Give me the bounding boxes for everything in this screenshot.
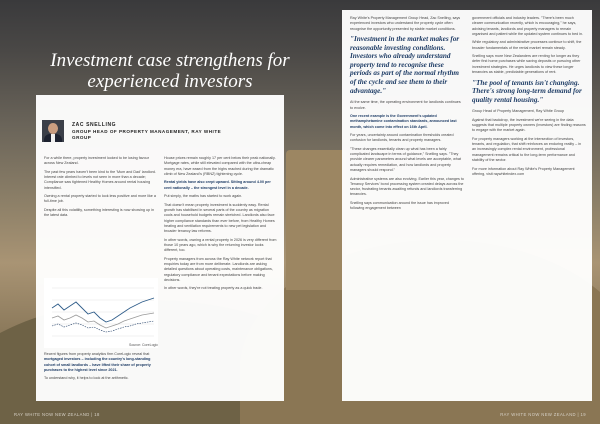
- avatar: [42, 120, 64, 142]
- highlighted-phrase: mortgaged investors – including the country's long-standing cohort of small landlords – have lifted their share of property purchases to the highest level since 2021.: [44, 357, 151, 372]
- paragraph: Ray White's Property Management Group Head, Zac Snelling, says experienced investors who understand the property cycle often recognise the opportunity presented by stable market conditions.: [350, 16, 461, 31]
- paragraph: In other words, they're not treating property as a quick trade.: [164, 286, 263, 291]
- paragraph: Administrative systems are also evolving. Earlier this year, changes to Tenancy Services' bond processing system created delays across the sector, frustrating tenants awaiting refunds and landlords transferring tenancies.: [350, 176, 464, 197]
- text-column-3: [350, 16, 464, 215]
- paragraph: To understand why, it helps to look at the arithmetic.: [44, 376, 129, 381]
- paragraph: For property managers working at the intersection of investors, tenants, and regulation, that shift reinforces an enduring reality – in an increasingly complex rental environment, professional management remains critical to the long-term performance and stability of the sector.: [472, 136, 582, 163]
- author-name: ZAC SNELLING: [72, 122, 117, 128]
- paragraph: House prices remain roughly 17 per cent below their peak nationally. Mortgage rates, while still elevated compared with the ultra-cheap money era, have eased from the highs reached during the dramatic climb of New Zealand's (RBNZ) tightening cycle.: [164, 156, 276, 176]
- paragraph: Against that backdrop, the investment we're seeing in the data suggests that multiple property owners (investors) are finding reasons to engage with the market again.: [472, 117, 586, 133]
- chart-source-label: Source: CoreLogic: [129, 343, 158, 347]
- investor-share-chart: [44, 278, 158, 348]
- footer-left: RAY WHITE NOW NEW ZEALAND | 18: [14, 412, 100, 417]
- text-column-1-continued: [44, 352, 158, 385]
- paragraph: One recent example is the Government's updated methamphetamine contamination standards, announced last month, which come into effect on 16th April.: [350, 114, 457, 129]
- paragraph: Rental yields have also crept upward. Sitting around 4.00 per cent nationally – the strongest level in a decade.: [164, 180, 271, 190]
- paragraph: In other words, owning a rental property in 2026 is very different from those 10 years ago, which is why the returning investor looks different, too.: [164, 237, 277, 253]
- text-column-4: [472, 16, 586, 180]
- paragraph: For years, uncertainty around contamination thresholds created confusion for landlords, tenants and property managers.: [350, 133, 454, 143]
- footer-right: RAY WHITE NOW NEW ZEALAND | 19: [500, 412, 586, 417]
- author-byline: [42, 120, 282, 144]
- pull-quote: "The pool of tenants isn't changing. There's strong long-term demand for quality rental housing.": [472, 78, 582, 104]
- paragraph: Snelling says communication around the issue has improved following engagement between: [350, 200, 450, 211]
- paragraph: Snelling says more New Zealanders are renting for longer as they defer first home purchases while saving deposits or pursuing other investment strategies. He urges landlords to view these longer tenancies as stable, predictable generations of rent.: [472, 54, 581, 75]
- background-ruin: [286, 150, 346, 290]
- paragraph: While regulatory and administrative processes continue to shift, the broader fundamentals of the rental market remain steady.: [472, 40, 582, 50]
- paragraph: For a while there, property investment looked to be losing favour across New Zealand.: [44, 156, 149, 166]
- paragraph: That doesn't mean property investment is suddenly easy. Rental growth has stabilised in several parts of the country as migration cools and household budgets remain stretched. Landlords also face higher compliance standards than ever before, from Healthy Homes heating and ventilation requirements to new pet legislation and broader tenancy law reforms.: [164, 202, 275, 234]
- paragraph: For more information about Ray White's Property Management offering, visit raywhiteindex.com: [472, 166, 575, 176]
- author-title: GROUP HEAD OF PROPERTY MANAGEMENT, RAY WHITE GROUP: [72, 129, 222, 140]
- paragraph: Recent figures from property analytics firm CoreLogic reveal that mortgaged investors – including the country's long-standing cohort of small landlords – have lifted their share of property purchases to the highest level since 2021.: [44, 352, 151, 372]
- text-column-1: [44, 156, 158, 222]
- paragraph: government officials and industry leaders. "There's been much clearer communication recently, which is encouraging," he says, advising tenants, landlords and property managers to remain organised and patient while the updated system continues to bed in.: [472, 16, 584, 36]
- quote-attribution: Group Head of Property Management, Ray White Group: [472, 109, 565, 114]
- paragraph: Put simply, the maths has started to work again.: [164, 194, 243, 199]
- paragraph: Owning a rental property started to look less positive and more like a full-time job.: [44, 194, 156, 204]
- pull-quote: "Investment in the market makes for reasonable investing conditions. Investors who already understand property tend to recognise these periods as part of the normal rhythm of the cycle and see them to their advantage.": [350, 35, 460, 95]
- paragraph: "These changes essentially clean up what has been a fairly complicated landscape in terms of guidance," Snelling says. "They provide clearer parameters around what levels are acceptable, what actually requires remediation, and how landlords and property managers should respond.": [350, 146, 461, 173]
- article-headline: Investment case strengthens for experienced investors: [50, 50, 290, 92]
- paragraph: The past few years haven't been kind to the 'Mum and Dad' landlord. Interest rate climbed to levels not seen in more than a decade; Compliance saw tightened Healthy Homes around rental housing intensified.: [44, 169, 156, 190]
- paragraph: Property managers from across the Ray White network report that enquiries today are from more deliberate. Landlords are asking detailed questions about operating costs, maintenance obligations, regulatory compliance and tenant expectations before making decisions.: [164, 256, 273, 282]
- paragraph: At the same time, the operating environment for landlords continues to evolve.: [350, 100, 461, 110]
- paragraph: Despite all this volatility, something interesting is now showing up in the latest data.: [44, 207, 154, 218]
- text-column-2: [164, 156, 278, 295]
